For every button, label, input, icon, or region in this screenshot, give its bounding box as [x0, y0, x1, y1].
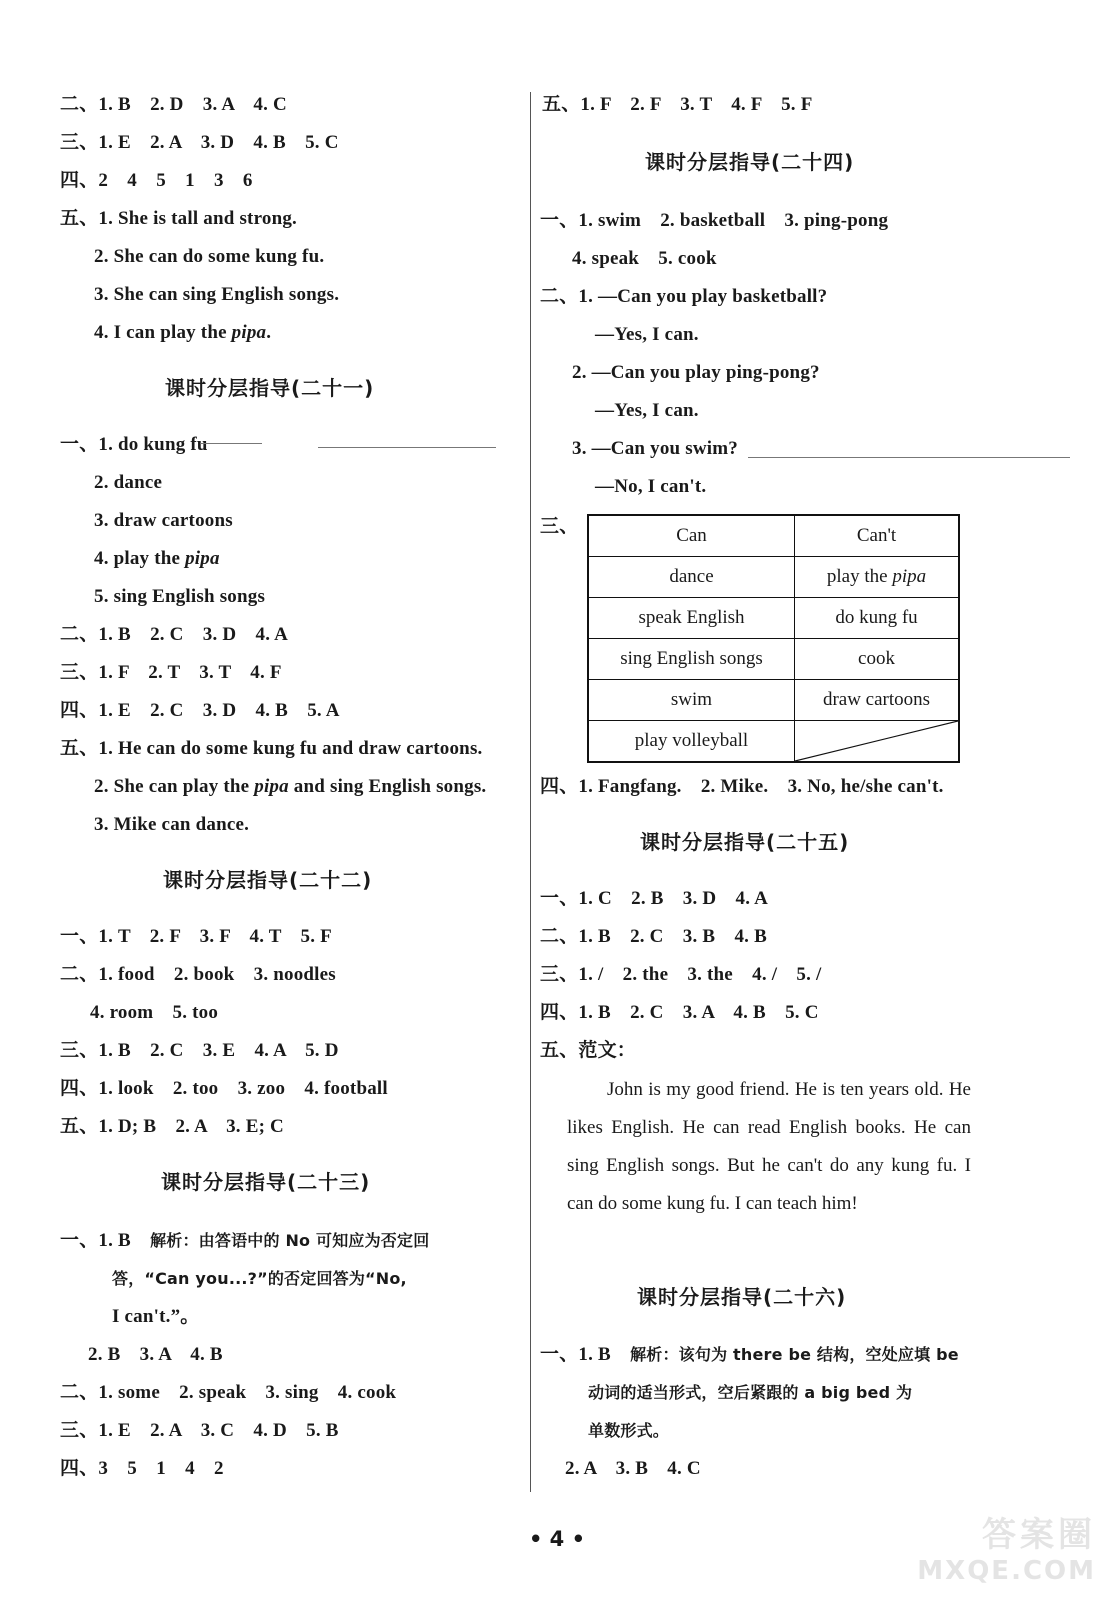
diagonal-slash [795, 721, 958, 761]
cell-text: play the [826, 566, 893, 587]
table-cell: play volleyball [588, 721, 795, 763]
table-cell: cook [795, 639, 960, 680]
answer-line: 2. —Can you play ping-pong? [572, 362, 820, 383]
answer-line: —No, I can't. [595, 476, 707, 497]
answer-line: 三、 [540, 516, 579, 537]
table-header: Can [588, 515, 795, 557]
answer-line: 一、1. T 2. F 3. F 4. T 5. F [60, 926, 332, 947]
answer-line: —Yes, I can. [595, 324, 699, 345]
explanation-text: 答，“Can you...?”的否定回答为“No, [112, 1269, 407, 1288]
answer-line: —Yes, I can. [595, 400, 699, 421]
answer-line: 3. Mike can dance. [94, 814, 250, 835]
answer-line: 4. speak 5. cook [572, 248, 717, 269]
model-essay: John is my good friend. He is ten years old. He likes English. He can read English books. He can sing English songs. But he can't do any kung fu. I can do some kung fu. I can teach him! [567, 1079, 971, 1214]
table-row [588, 721, 959, 763]
answer-text: 4. play the [94, 548, 186, 569]
answer-line: 4. room 5. too [90, 1002, 219, 1023]
answer-line [60, 1228, 429, 1254]
answer-line: 三、1. B 2. C 3. E 4. A 5. D [60, 1040, 339, 1061]
answer-line: 四、1. B 2. C 3. A 4. B 5. C [540, 1002, 819, 1023]
answer-line: 五、1. She is tall and strong. [60, 208, 297, 229]
watermark-logo [917, 1507, 1096, 1586]
explanation-text: 动词的适当形式，空后紧跟的 a big bed 为 [588, 1383, 913, 1402]
answer-line: 三、1. E 2. A 3. C 4. D 5. B [60, 1420, 339, 1441]
column-divider [530, 92, 531, 1492]
answer-line: 四、1. E 2. C 3. D 4. B 5. A [60, 700, 340, 721]
answer-line [94, 546, 220, 572]
section-heading: 课时分层指导(二十四) [645, 150, 855, 174]
answer-line: 一、1. do kung fu [60, 434, 208, 455]
table-cell: dance [588, 557, 795, 598]
answer-line: 一、1. swim 2. basketball 3. ping-pong [540, 210, 889, 231]
section-heading: 课时分层指导(二十一) [165, 376, 375, 400]
answer-text: 4. I can play the [94, 322, 232, 343]
table-cell: do kung fu [795, 598, 960, 639]
italic-word: pipa [254, 776, 289, 797]
answer-line: 三、1. / 2. the 3. the 4. / 5. / [540, 964, 822, 985]
answer-line [94, 320, 271, 346]
watermark-url: MXQE.COM [917, 1556, 1096, 1586]
answer-line: 3. draw cartoons [94, 510, 233, 531]
answer-line: 2. dance [94, 472, 163, 493]
answer-text: and sing English songs. [288, 776, 487, 797]
table-cell: speak English [588, 598, 795, 639]
table-row [588, 598, 959, 639]
section-heading: 课时分层指导(二十五) [640, 830, 850, 854]
answer-text: 一、1. B [60, 1230, 151, 1251]
table-row [588, 639, 959, 680]
can-cant-table [587, 514, 960, 763]
answer-line: 五、1. D; B 2. A 3. E; C [60, 1116, 284, 1137]
answer-text: . [266, 322, 272, 343]
table-row [588, 557, 959, 598]
answer-line: 四、1. Fangfang. 2. Mike. 3. No, he/she can't. [540, 776, 944, 797]
answer-line: 2. A 3. B 4. C [565, 1458, 701, 1479]
table-row [588, 680, 959, 721]
answer-line: 3. —Can you swim? [572, 438, 738, 459]
table-header: Can't [795, 515, 960, 557]
answer-line [94, 774, 486, 800]
answer-line: 二、1. B 2. D 3. A 4. C [60, 94, 287, 115]
answer-line: 二、1. —Can you play basketball? [540, 286, 828, 307]
explanation-text: 解析：由答语中的 No 可知应为否定回 [150, 1231, 430, 1250]
pen-stroke [748, 457, 1070, 458]
answer-line: 四、1. look 2. too 3. zoo 4. football [60, 1078, 388, 1099]
answer-line: 3. She can sing English songs. [94, 284, 340, 305]
answer-line: 5. sing English songs [94, 586, 266, 607]
pen-stroke [200, 443, 262, 444]
answer-line: 2. B 3. A 4. B [88, 1344, 223, 1365]
table-cell: sing English songs [588, 639, 795, 680]
section-heading: 课时分层指导(二十三) [161, 1170, 371, 1194]
answer-line: 五、1. He can do some kung fu and draw cartoons. [60, 738, 483, 759]
answer-line: 五、1. F 2. F 3. T 4. F 5. F [542, 94, 813, 115]
italic-word: pipa [892, 566, 927, 587]
answer-line: 2. She can do some kung fu. [94, 246, 325, 267]
answer-line: 四、3 5 1 4 2 [60, 1458, 224, 1479]
answer-line: 二、1. B 2. C 3. D 4. A [60, 624, 288, 645]
italic-word: pipa [231, 322, 267, 343]
pen-stroke [318, 447, 496, 448]
section-heading: 课时分层指导(二十二) [163, 868, 373, 892]
table-cell [795, 557, 960, 598]
explanation-text: 单数形式。 [588, 1421, 670, 1440]
answer-line: 二、1. food 2. book 3. noodles [60, 964, 336, 985]
empty-slashed-cell [795, 721, 960, 763]
explanation-text: 解析：该句为 there be 结构，空处应填 be [630, 1345, 959, 1364]
page-number: • 4 • [528, 1527, 586, 1551]
italic-word: pipa [185, 548, 220, 569]
answer-text: 一、1. B [540, 1344, 631, 1365]
watermark-text: 答案圈 [982, 1515, 1096, 1555]
answer-line [540, 1342, 959, 1368]
table-cell: swim [588, 680, 795, 721]
answer-line: 三、1. E 2. A 3. D 4. B 5. C [60, 132, 339, 153]
explanation-text: I can't.”。 [112, 1306, 200, 1327]
answer-text: 2. She can play the [94, 776, 255, 797]
answer-line: 二、1. some 2. speak 3. sing 4. cook [60, 1382, 397, 1403]
answer-line: 四、2 4 5 1 3 6 [60, 170, 253, 191]
section-heading: 课时分层指导(二十六) [637, 1285, 847, 1309]
answer-line: 五、范文： [540, 1040, 637, 1061]
answer-line: 一、1. C 2. B 3. D 4. A [540, 888, 768, 909]
table-cell: draw cartoons [795, 680, 960, 721]
table-row [588, 515, 959, 557]
answer-line: 三、1. F 2. T 3. T 4. F [60, 662, 282, 683]
answer-line: 二、1. B 2. C 3. B 4. B [540, 926, 767, 947]
